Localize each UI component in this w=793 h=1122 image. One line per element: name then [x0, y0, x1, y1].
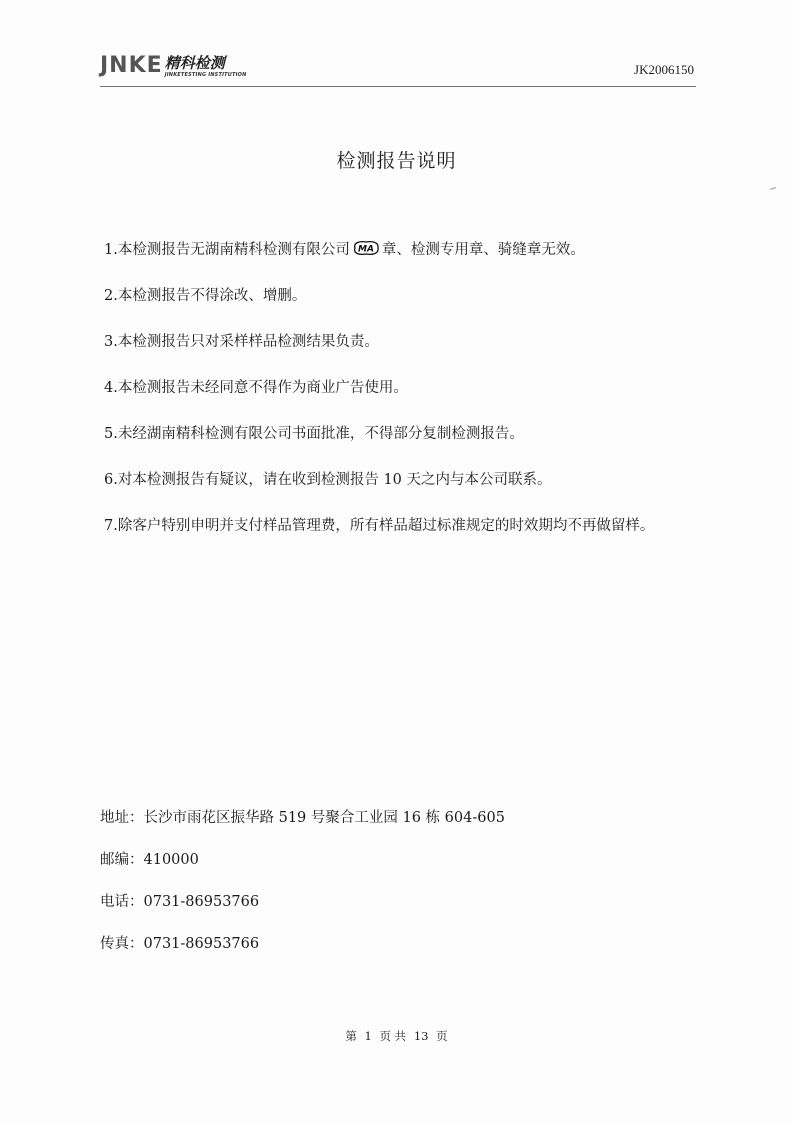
note-item-4: 4.本检测报告未经同意不得作为商业广告使用。	[104, 380, 408, 396]
svg-text:MA: MA	[357, 244, 374, 255]
note-item-6: 6.对本检测报告有疑议，请在收到检测报告 10 天之内与本公司联系。	[104, 472, 552, 488]
note-1-text-before: 1.本检测报告无湖南精科检测有限公司	[104, 242, 350, 258]
contact-info	[100, 808, 700, 976]
postcode-line	[100, 850, 700, 892]
cma-seal-icon	[352, 240, 380, 256]
phone-line	[100, 892, 700, 934]
page-suffix: 页	[436, 1029, 448, 1043]
phone-label: 电话：	[100, 894, 144, 910]
logo-cjk-text: 精科检测	[164, 54, 225, 72]
address-label: 地址：	[100, 810, 144, 826]
address-value: 长沙市雨花区振华路 519 号聚合工业园 16 栋 604-605	[143, 810, 505, 826]
fax-line	[100, 934, 700, 976]
note-item-3: 3.本检测报告只对采样样品检测结果负责。	[104, 334, 379, 350]
phone-value: 0731-86953766	[143, 894, 260, 910]
header-divider	[100, 86, 696, 87]
logo-latin-text: JNKE	[100, 53, 163, 78]
page-header	[100, 52, 696, 88]
page-title: 检测报告说明	[336, 150, 457, 172]
address-line	[100, 808, 700, 850]
page-footer	[0, 1028, 793, 1044]
note-item-1	[104, 240, 724, 286]
note-item-7: 7.除客户特别申明并支付样品管理费，所有样品超过标准规定的时效期均不再做留样。	[104, 518, 655, 534]
page-current: 1	[364, 1029, 372, 1043]
fax-value: 0731-86953766	[143, 936, 260, 952]
page-total: 13	[413, 1029, 429, 1043]
report-notes-list	[104, 240, 724, 562]
scan-speck	[770, 187, 776, 190]
postcode-value: 410000	[143, 852, 199, 868]
postcode-label: 邮编：	[100, 852, 144, 868]
note-item-2: 2.本检测报告不得涂改、增删。	[104, 288, 307, 304]
logo-subtitle: JINKETESTING INSTITUTION	[164, 72, 247, 78]
fax-label: 传真：	[100, 936, 144, 952]
note-item-5: 5.未经湖南精科检测有限公司书面批准，不得部分复制检测报告。	[104, 426, 524, 442]
page-prefix: 第	[345, 1029, 357, 1043]
report-number: JK2006150	[634, 62, 694, 77]
note-1-text-after: 章、检测专用章、骑缝章无效。	[381, 242, 585, 258]
page-mid: 页 共	[379, 1029, 407, 1043]
company-logo	[100, 54, 247, 86]
